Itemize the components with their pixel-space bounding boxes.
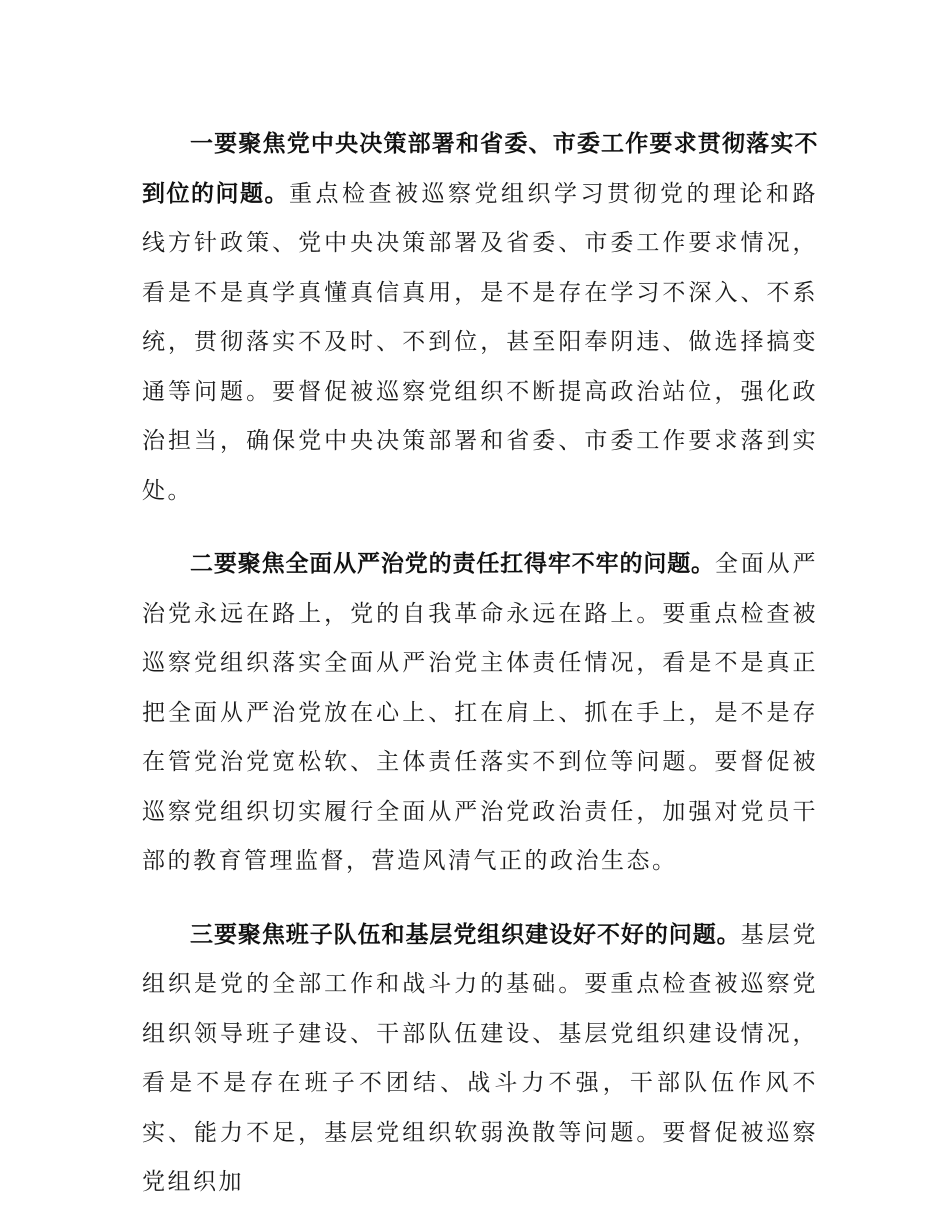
paragraph-3 xyxy=(142,911,818,1208)
paragraph-1-body: 重点检查被巡察党组织学习贯彻党的理论和路线方针政策、党中央决策部署及省委、市委工作要求情况，看是不是真学真懂真信真用，是不是存在学习不深入、不系统，贯彻落实不及时、不到位，甚至阳奉阴违、做选择搞变通等问题。要督促被巡察党组织不断提高政治站位，强化政治担当，确保党中央决策部署和省委、市委工作要求落到实处。 xyxy=(142,180,818,504)
paragraph-2-lead: 二要聚焦全面从严治党的责任扛得牢不牢的问题。 xyxy=(190,551,715,577)
paragraph-2-body: 全面从严治党永远在路上，党的自我革命永远在路上。要重点检查被巡察党组织落实全面从严治党主体责任情况，看是不是真正把全面从严治党放在心上、扛在肩上、抓在手上，是不是存在管党治党宽松软、主体责任落实不到位等问题。要督促被巡察党组织切实履行全面从严治党政治责任，加强对党员干部的教育管理监督，营造风清气正的政治生态。 xyxy=(142,551,819,874)
paragraph-3-lead: 三要聚焦班子队伍和基层党组织建设好不好的问题。 xyxy=(190,921,741,948)
paragraph-3-body: 基层党组织是党的全部工作和战斗力的基础。要重点检查被巡察党组织领导班子建设、干部队伍建设、基层党组织建设情况，看是不是存在班子不团结、战斗力不强，干部队伍作风不实、能力不足，基层党组织软弱涣散等问题。要督促被巡察党组织加 xyxy=(142,921,819,1195)
paragraph-2 xyxy=(142,540,818,887)
document-body xyxy=(142,120,818,1232)
paragraph-1 xyxy=(142,120,818,516)
paragraph-1-lead: 一要聚焦党中央决策部署和省委、市委工作要求贯彻落实不到位的问题。 xyxy=(142,131,818,207)
